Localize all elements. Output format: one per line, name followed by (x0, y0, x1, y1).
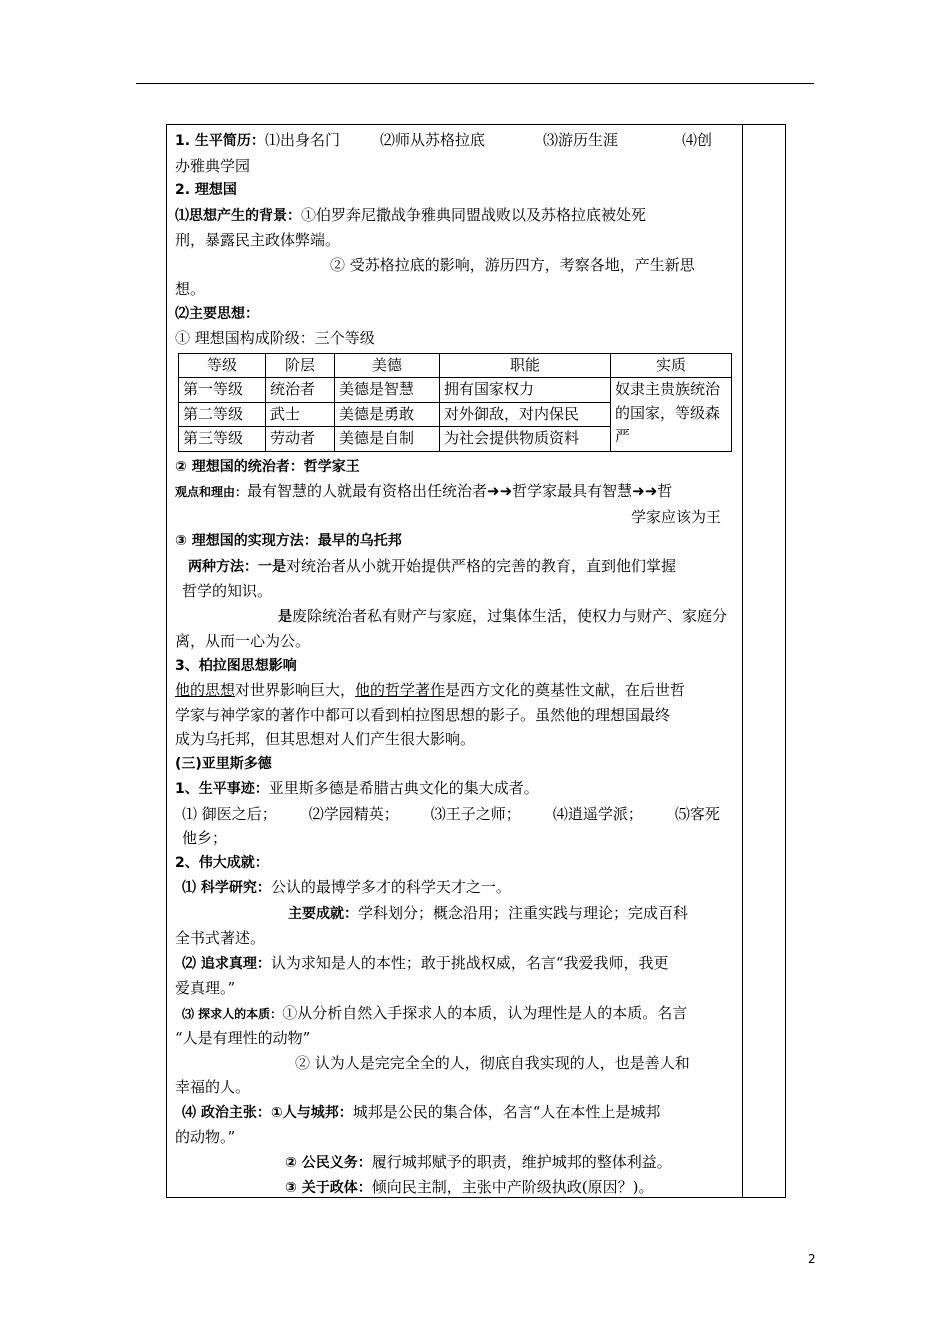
politics-2-line (175, 1150, 735, 1176)
truth-line (175, 951, 735, 977)
view-text: 最有智慧的人就最有资格出任统治者➜➜哲学家最具有智慧➜➜哲 (247, 482, 673, 500)
science-main-line (175, 901, 735, 927)
essence-cell: 奴隶主贵族统治的国家，等级森严 (611, 378, 732, 452)
table-cell: 第二等级 (179, 402, 266, 427)
politics-heading: ⑷ 政治主张： (182, 1104, 271, 1121)
aristotle-life-line (175, 776, 735, 802)
life-item: ⑸客死 (674, 804, 720, 823)
header-cell: 等级 (179, 353, 266, 378)
table-cell: 为社会提供物质资料 (440, 427, 611, 452)
header-cell: 职能 (440, 353, 611, 378)
table-cell: 武士 (266, 402, 335, 427)
life-item: ⑶王子之师； (430, 804, 521, 823)
truth-heading: ⑵ 追求真理： (182, 955, 271, 972)
life-item: ⑷创 (681, 131, 712, 149)
his-thought: 他的思想 (175, 681, 236, 699)
nature-2-cont: 幸福的人。 (175, 1078, 251, 1096)
header-cell: 阶层 (266, 353, 335, 378)
table-cell: 对外御敌，对内保民 (440, 402, 611, 427)
background-text-2-cont: 想。 (175, 280, 206, 298)
header-cell: 实质 (611, 353, 732, 378)
aristotle-title: (三)亚里斯多德 (175, 755, 272, 772)
background-text-2: ② 受苏格拉底的影响，游历四方，考察各地，产生新思 (330, 255, 695, 274)
method-two-label: 是 (278, 608, 292, 625)
method-two-text: 废除统治者私有财产与家庭，过集体生活，使权力与财产、家庭分 (292, 606, 728, 625)
main-ideas-heading: ⑵主要思想： (175, 305, 259, 322)
table-cell: 统治者 (266, 378, 335, 403)
page-number: 2 (808, 1252, 816, 1266)
nature-line (175, 1001, 735, 1027)
his-works: 他的哲学著作 (355, 681, 446, 699)
lesson-content (175, 128, 735, 1201)
politics-1-label: ①人与城邦： (270, 1104, 353, 1121)
method-heading: ③ 理想国的实现方法：最早的乌托邦 (175, 533, 402, 549)
table-row (179, 378, 732, 403)
influence-text: 是西方文化的奠基性文献，在后世哲 (445, 681, 686, 699)
header-rule (136, 83, 814, 84)
science-text: 公认的最博学多才的科学天才之一。 (270, 878, 511, 896)
politics-1-text: 城邦是公民的集合体，名言“人在本性上是城邦 (352, 1102, 661, 1121)
life-item: ⑶游历生涯 (542, 131, 618, 149)
nature-heading: ⑶ 探求人的本质： (182, 1006, 283, 1021)
politics-1-cont: 的动物。” (175, 1128, 236, 1146)
politics-2-label: ② 公民义务： (285, 1154, 372, 1171)
achievements-heading: 2、伟大成就： (175, 854, 269, 871)
method-one-line (175, 554, 735, 580)
table-cell: 第一等级 (179, 378, 266, 403)
ruler-heading: ② 理想国的统治者：哲学家王 (175, 458, 360, 475)
politics-3-line (175, 1175, 735, 1201)
nature-cont: “人是有理性的动物” (175, 1029, 311, 1047)
table-cell: 美德是自制 (335, 427, 440, 452)
science-heading: ⑴ 科学研究： (182, 880, 271, 896)
politics-2-text: 履行城邦赋予的职责，维护城邦的整体利益。 (371, 1152, 672, 1171)
life-item: ⑴ 御医之后； (182, 804, 277, 823)
life-heading: 1. 生平简历： (175, 133, 265, 149)
life-item: ⑵师从苏格拉底 (379, 131, 485, 149)
influence-heading: 3、柏拉图思想影响 (175, 657, 297, 674)
table-header-row (179, 353, 732, 378)
method-one-text: 对统治者从小就开始提供严格的完善的教育，直到他们掌握 (286, 556, 677, 575)
nature-2: ② 认为人是完完全全的人，彻底自我实现的人，也是善人和 (295, 1053, 690, 1072)
content-table (166, 124, 786, 1198)
table-cell: 劳动者 (266, 427, 335, 452)
influence-line-3: 成为乌托邦，但其思想对人们产生很大影响。 (175, 730, 476, 748)
table-cell: 第三等级 (179, 427, 266, 452)
column-divider (742, 125, 743, 1197)
two-methods-label: 两种方法：一是 (188, 558, 286, 575)
science-main-text: 学科划分；概念沿用；注重实践与理论；完成百科 (358, 903, 689, 922)
life-line (175, 128, 735, 154)
life-item: ⑵学园精英； (308, 804, 399, 823)
truth-text: 认为求知是人的本性；敢于挑战权威，名言“我爱我师，我更 (270, 953, 669, 972)
science-main-cont: 全书式著述。 (175, 929, 266, 947)
table-cell: 拥有国家权力 (440, 378, 611, 403)
method-one-cont: 哲学的知识。 (182, 582, 273, 600)
classes-line: ① 理想国构成阶级：三个等级 (175, 329, 375, 347)
life-line-cont: 办雅典学园 (175, 156, 251, 175)
background-text: ①伯罗奔尼撒战争雅典同盟战败以及苏格拉底被处死 (301, 205, 647, 224)
aristotle-life-cont: 他乡； (182, 829, 228, 847)
aristotle-life-text: 亚里斯多德是希腊古典文化的集大成者。 (268, 779, 539, 797)
truth-cont: 爱真理。” (175, 979, 236, 997)
class-table (178, 353, 732, 452)
aristotle-life-heading: 1、生平事迹： (175, 781, 269, 797)
politics-3-label: ③ 关于政体： (285, 1180, 372, 1196)
method-two-line (175, 604, 735, 630)
life-item: ⑴出身名门 (264, 131, 340, 149)
science-line (175, 875, 735, 901)
influence-text: 对世界影响巨大， (235, 681, 356, 699)
aristotle-life-items (175, 802, 735, 827)
politics-line (175, 1100, 735, 1126)
method-two-cont: 离，从而一心为公。 (175, 632, 311, 650)
table-cell: 美德是勇敢 (335, 402, 440, 427)
background-line (175, 203, 735, 229)
view-text-cont: 学家应该为王 (631, 507, 722, 526)
table-cell: 美德是智慧 (335, 378, 440, 403)
science-main-label: 主要成就： (288, 905, 358, 922)
background-text-cont: 刑，暴露民主政体弊端。 (175, 231, 341, 249)
influence-line-2: 学家与神学家的著作中都可以看到柏拉图思想的影子。虽然他的理想国最终 (175, 705, 671, 724)
nature-text: ①从分析自然入手探求人的本质，认为理性是人的本质。名言 (282, 1003, 688, 1022)
view-label: 观点和理由： (175, 485, 248, 499)
politics-3-text: 倾向民主制，主张中产阶级执政(原因？)。 (371, 1178, 654, 1196)
life-item: ⑷逍遥学派； (552, 804, 643, 823)
influence-line (175, 678, 735, 703)
view-line (175, 479, 735, 505)
background-heading: ⑴思想产生的背景： (175, 207, 301, 224)
header-cell: 美德 (335, 353, 440, 378)
republic-title: 2. 理想国 (175, 182, 237, 198)
